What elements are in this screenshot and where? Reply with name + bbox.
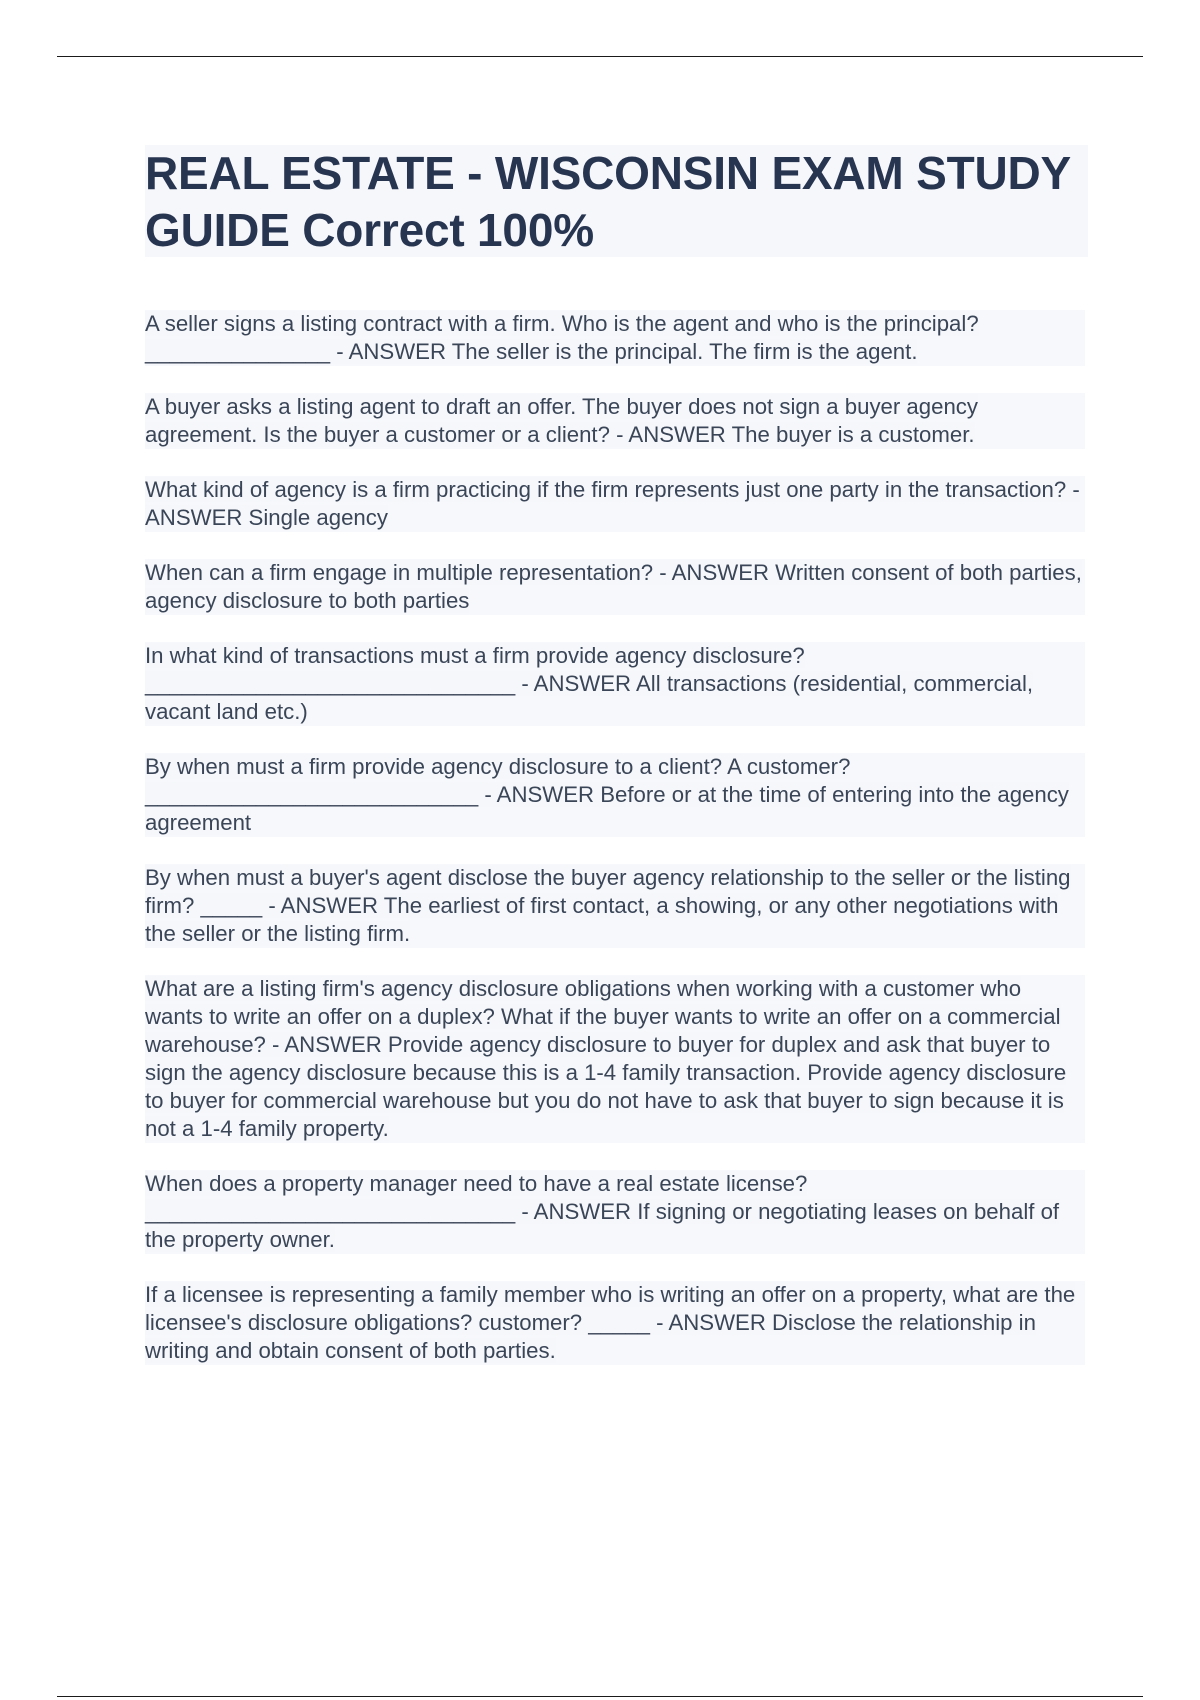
document-title: REAL ESTATE - WISCONSIN EXAM STUDY GUIDE Correct 100%	[145, 147, 1071, 256]
qa-text: By when must a buyer's agent disclose the buyer agency relationship to the seller or the listing firm? _____ - ANSWER The earliest of first contact, a showing, or any other negotiations with the seller or the listing firm.	[145, 865, 1071, 946]
qa-text: A seller signs a listing contract with a firm. Who is the agent and who is the principal? _______________ - ANSWER The seller is the principal. The firm is the agent.	[145, 311, 979, 364]
title-box	[145, 145, 1088, 257]
qa-list	[145, 310, 1085, 1392]
qa-text: By when must a firm provide agency disclosure to a client? A customer? ___________________________ - ANSWER Before or at the time of entering into the agency agreement	[145, 754, 1069, 835]
top-rule	[57, 56, 1143, 57]
qa-item	[145, 975, 1085, 1143]
qa-text: What kind of agency is a firm practicing if the firm represents just one party in the transaction? - ANSWER Single agency	[145, 477, 1080, 530]
qa-item	[145, 559, 1085, 615]
qa-item	[145, 476, 1085, 532]
qa-item	[145, 393, 1085, 449]
qa-item	[145, 310, 1085, 366]
qa-item	[145, 642, 1085, 726]
qa-text: When can a firm engage in multiple representation? - ANSWER Written consent of both parties, agency disclosure to both parties	[145, 560, 1082, 613]
qa-item	[145, 753, 1085, 837]
qa-text: What are a listing firm's agency disclosure obligations when working with a customer who wants to write an offer on a duplex? What if the buyer wants to write an offer on a commercial warehouse? - ANSWER Provide agency disclosure to buyer for duplex and ask that buyer to sign the agency disclosure because this is a 1-4 family transaction. Provide agency disclosure to buyer for commercial warehouse but you do not have to ask that buyer to sign because it is not a 1-4 family property.	[145, 976, 1067, 1141]
qa-text: In what kind of transactions must a firm provide agency disclosure? ______________________________ - ANSWER All transactions (residential, commercial, vacant land etc.)	[145, 643, 1034, 724]
qa-text: When does a property manager need to have a real estate license? ______________________________ - ANSWER If signing or negotiating leases on behalf of the property owner.	[145, 1171, 1060, 1252]
qa-text: A buyer asks a listing agent to draft an offer. The buyer does not sign a buyer agency agreement. Is the buyer a customer or a client? - ANSWER The buyer is a customer.	[145, 394, 978, 447]
qa-text: If a licensee is representing a family member who is writing an offer on a property, what are the licensee's disclosure obligations? customer? _____ - ANSWER Disclose the relationship in writing and obtain consent of both parties.	[145, 1282, 1076, 1363]
qa-item	[145, 1281, 1085, 1365]
qa-item	[145, 1170, 1085, 1254]
bottom-rule	[57, 1696, 1143, 1697]
qa-item	[145, 864, 1085, 948]
